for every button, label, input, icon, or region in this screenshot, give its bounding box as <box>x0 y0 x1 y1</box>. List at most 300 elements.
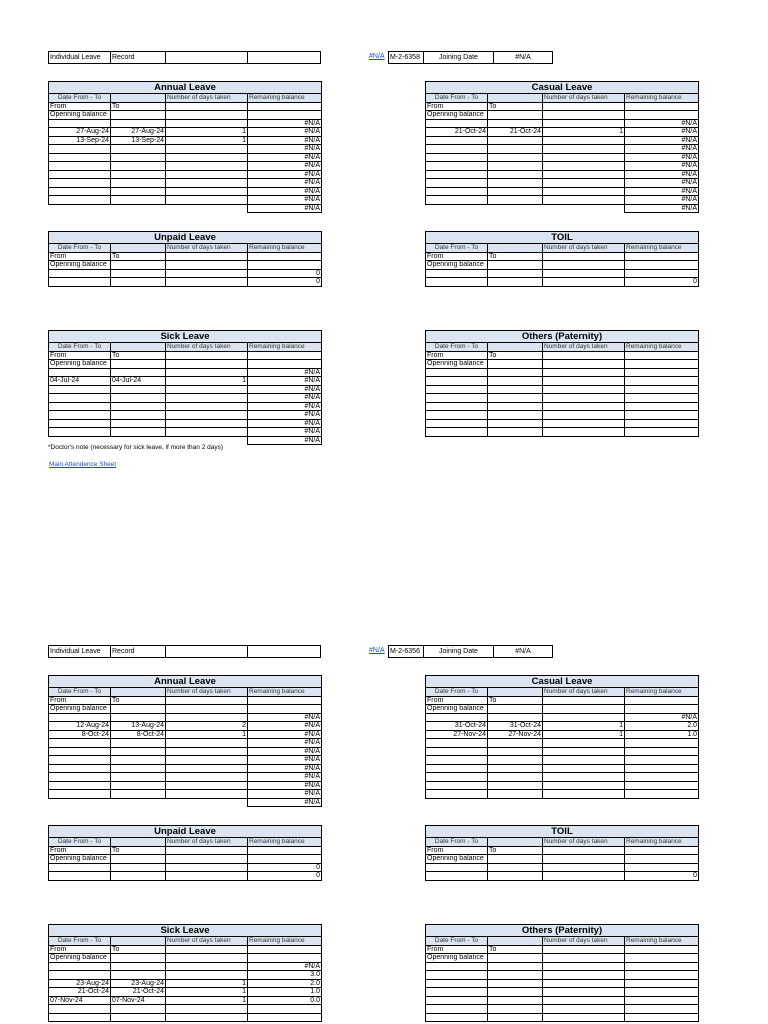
cell <box>543 945 625 954</box>
remaining-balance-cell: #N/A <box>248 713 322 722</box>
date-from-cell <box>426 119 488 128</box>
table-row <box>426 988 699 997</box>
date-from-cell <box>49 747 111 756</box>
cell <box>625 261 699 270</box>
remaining-balance-cell: #N/A <box>248 962 322 971</box>
date-to-cell <box>488 872 543 881</box>
date-from-cell <box>426 1013 488 1022</box>
remaining-balance-cell: #N/A <box>248 162 322 171</box>
days-taken-cell <box>166 278 248 287</box>
remaining-balance-cell: #N/A <box>248 722 322 731</box>
table-row <box>426 781 699 790</box>
date-from-to-header: Date From - To <box>426 688 488 697</box>
remaining-balance-cell: #N/A <box>625 128 699 137</box>
sick-leave-title-row <box>49 331 322 343</box>
date-to-cell <box>488 402 543 411</box>
table-row <box>426 756 699 765</box>
opening-balance-row <box>426 705 699 714</box>
table-row <box>426 872 699 881</box>
joining-date-value: #N/A <box>493 51 553 64</box>
header-cell <box>165 645 248 658</box>
table-row <box>426 394 699 403</box>
days-taken-cell <box>166 385 248 394</box>
date-from-cell <box>426 988 488 997</box>
days-taken-cell <box>166 179 248 188</box>
days-taken-cell <box>166 162 248 171</box>
date-to-cell: 13-Aug-24 <box>111 722 166 731</box>
days-taken-header: Number of days taken <box>166 838 248 847</box>
remaining-balance-cell <box>625 385 699 394</box>
table-row <box>49 394 322 403</box>
date-to-cell <box>111 394 166 403</box>
date-from-cell <box>49 872 111 881</box>
main-attendance-link[interactable]: Main Attendence Sheet <box>49 461 117 468</box>
remaining-balance-cell: #N/A <box>625 153 699 162</box>
casual-leave-table <box>425 675 699 799</box>
date-from-cell: 21-Oct-24 <box>49 988 111 997</box>
date-from-cell: 12-Aug-24 <box>49 722 111 731</box>
annual-leave-table <box>48 81 322 213</box>
date-to-cell <box>111 713 166 722</box>
date-from-cell <box>426 402 488 411</box>
column-header-row <box>426 937 699 946</box>
date-from-to-header: Date From - To <box>49 688 111 697</box>
remaining-balance-cell <box>625 411 699 420</box>
remaining-balance-cell: #N/A <box>625 187 699 196</box>
to-label: To <box>111 102 166 111</box>
remaining-balance-header: Remaining balance <box>625 937 699 946</box>
blank-cell <box>426 204 488 213</box>
to-label: To <box>111 846 166 855</box>
blank-header <box>488 244 543 253</box>
remaining-balance-cell <box>625 781 699 790</box>
days-taken-cell <box>166 747 248 756</box>
opening-balance-label: Openning balance <box>426 111 488 120</box>
final-balance-cell: #N/A <box>248 204 322 213</box>
from-label: From <box>49 846 111 855</box>
days-taken-cell <box>166 119 248 128</box>
remaining-balance-cell: #N/A <box>248 402 322 411</box>
date-to-cell <box>111 971 166 980</box>
record-header <box>48 51 321 64</box>
date-from-cell <box>49 269 111 278</box>
to-label: To <box>488 351 543 360</box>
column-header-row <box>49 244 322 253</box>
date-to-cell <box>111 863 166 872</box>
opening-balance-label: Openning balance <box>426 855 488 864</box>
blank-cell <box>111 204 166 213</box>
date-to-cell <box>111 162 166 171</box>
date-from-cell <box>49 145 111 154</box>
casual-leave-title: Casual Leave <box>426 676 699 688</box>
remaining-balance-cell: 2.0 <box>625 722 699 731</box>
remaining-balance-cell: #N/A <box>248 428 322 437</box>
date-from-cell: 31-Oct-24 <box>426 722 488 731</box>
days-taken-cell <box>166 781 248 790</box>
date-from-cell <box>49 368 111 377</box>
days-taken-cell <box>166 962 248 971</box>
days-taken-cell <box>543 962 625 971</box>
days-taken-header: Number of days taken <box>543 937 625 946</box>
table-row <box>426 739 699 748</box>
remaining-balance-cell: 0 <box>248 278 322 287</box>
remaining-balance-cell: #N/A <box>248 179 322 188</box>
date-to-cell <box>488 269 543 278</box>
remaining-balance-header: Remaining balance <box>625 688 699 697</box>
opening-balance-label: Openning balance <box>49 855 111 864</box>
date-to-cell <box>111 385 166 394</box>
days-taken-header: Number of days taken <box>543 343 625 352</box>
cell <box>111 360 166 369</box>
date-to-cell <box>488 428 543 437</box>
date-from-cell <box>49 394 111 403</box>
date-to-cell <box>111 145 166 154</box>
date-from-cell <box>426 979 488 988</box>
table-row <box>426 730 699 739</box>
date-from-cell: 27-Nov-24 <box>426 730 488 739</box>
table-row <box>49 773 322 782</box>
table-row <box>426 713 699 722</box>
days-taken-header: Number of days taken <box>166 937 248 946</box>
date-from-cell <box>426 377 488 386</box>
table-row <box>49 730 322 739</box>
column-header-row <box>49 94 322 103</box>
remaining-balance-cell: #N/A <box>248 419 322 428</box>
from-label: From <box>426 696 488 705</box>
sick-leave-table <box>48 924 322 1022</box>
doctor-note: *Doctor's note (necessary for sick leave, if more than 2 days) <box>48 444 224 451</box>
table-row <box>426 162 699 171</box>
days-taken-cell: 1 <box>166 979 248 988</box>
opening-balance-label: Openning balance <box>49 360 111 369</box>
days-taken-cell <box>543 145 625 154</box>
days-taken-cell <box>543 377 625 386</box>
cell <box>543 954 625 963</box>
days-taken-header: Number of days taken <box>166 244 248 253</box>
employee-header <box>368 51 553 64</box>
blank-header <box>111 937 166 946</box>
date-to-cell <box>111 962 166 971</box>
to-label: To <box>488 945 543 954</box>
date-from-cell <box>426 419 488 428</box>
remaining-balance-cell: #N/A <box>625 713 699 722</box>
date-from-cell <box>49 153 111 162</box>
remaining-balance-cell: 0.0 <box>248 996 322 1005</box>
date-from-cell <box>49 756 111 765</box>
blank-header <box>111 343 166 352</box>
date-to-cell <box>111 756 166 765</box>
remaining-balance-cell: #N/A <box>248 739 322 748</box>
table-row <box>426 1005 699 1014</box>
remaining-balance-cell <box>625 368 699 377</box>
table-row <box>49 411 322 420</box>
date-to-cell <box>111 179 166 188</box>
date-from-cell <box>49 196 111 205</box>
blank-header <box>111 838 166 847</box>
date-from-cell: 07-Nov-24 <box>49 996 111 1005</box>
remaining-balance-cell: #N/A <box>248 119 322 128</box>
days-taken-cell <box>166 872 248 881</box>
date-from-cell <box>49 962 111 971</box>
table-row <box>49 196 322 205</box>
days-taken-header: Number of days taken <box>543 838 625 847</box>
to-label: To <box>111 351 166 360</box>
opening-balance-label: Openning balance <box>426 261 488 270</box>
remaining-balance-cell: #N/A <box>248 764 322 773</box>
remaining-balance-cell <box>625 962 699 971</box>
date-to-cell: 04-Jul-24 <box>111 377 166 386</box>
days-taken-cell <box>543 764 625 773</box>
days-taken-cell <box>166 269 248 278</box>
date-from-cell <box>426 756 488 765</box>
date-to-cell <box>111 368 166 377</box>
date-from-cell <box>426 747 488 756</box>
table-row <box>426 170 699 179</box>
table-row <box>426 385 699 394</box>
table-row <box>426 411 699 420</box>
remaining-balance-cell <box>625 979 699 988</box>
table-row <box>426 278 699 287</box>
table-row <box>49 863 322 872</box>
date-from-cell <box>49 781 111 790</box>
cell <box>488 855 543 864</box>
table-row <box>49 145 322 154</box>
remaining-balance-cell: #N/A <box>625 170 699 179</box>
record-header <box>48 645 321 658</box>
date-to-cell <box>111 269 166 278</box>
opening-balance-label: Openning balance <box>49 261 111 270</box>
date-to-cell <box>488 153 543 162</box>
date-to-cell <box>488 781 543 790</box>
cell <box>166 351 248 360</box>
days-taken-header: Number of days taken <box>166 688 248 697</box>
record-label: Individual Leave <box>48 51 111 64</box>
column-header-row <box>49 343 322 352</box>
days-taken-cell <box>543 713 625 722</box>
remaining-balance-cell: 0 <box>248 863 322 872</box>
remaining-balance-cell: #N/A <box>248 730 322 739</box>
cell <box>625 945 699 954</box>
cell <box>488 954 543 963</box>
from-to-row <box>49 945 322 954</box>
from-label: From <box>426 102 488 111</box>
days-taken-cell: 1 <box>166 128 248 137</box>
others-paternity-title: Others (Paternity) <box>426 331 699 343</box>
date-from-to-header: Date From - To <box>49 94 111 103</box>
table-row <box>426 119 699 128</box>
table-row <box>49 747 322 756</box>
cell <box>166 855 248 864</box>
remaining-balance-cell: 1.0 <box>625 730 699 739</box>
table-row <box>49 170 322 179</box>
blank-cell <box>111 798 166 807</box>
date-to-cell <box>488 187 543 196</box>
date-to-cell <box>111 739 166 748</box>
date-from-to-header: Date From - To <box>426 244 488 253</box>
opening-balance-row <box>426 111 699 120</box>
from-label: From <box>49 351 111 360</box>
table-row <box>426 196 699 205</box>
from-to-row <box>426 252 699 261</box>
date-from-cell <box>426 411 488 420</box>
days-taken-cell <box>166 756 248 765</box>
date-to-cell: 27-Aug-24 <box>111 128 166 137</box>
date-to-cell <box>488 756 543 765</box>
remaining-balance-cell <box>625 764 699 773</box>
cell <box>625 696 699 705</box>
date-from-cell: 23-Aug-24 <box>49 979 111 988</box>
table-row <box>49 1005 322 1014</box>
na-link[interactable]: #N/A <box>369 647 385 654</box>
date-to-cell <box>488 196 543 205</box>
date-to-cell <box>488 773 543 782</box>
final-balance-cell: #N/A <box>625 204 699 213</box>
cell <box>111 855 166 864</box>
date-from-cell: 8-Oct-24 <box>49 730 111 739</box>
days-taken-cell <box>166 145 248 154</box>
date-to-cell <box>111 872 166 881</box>
date-from-cell <box>426 269 488 278</box>
cell <box>111 954 166 963</box>
table-row <box>426 962 699 971</box>
days-taken-cell <box>166 419 248 428</box>
blank-header <box>488 94 543 103</box>
date-to-cell <box>488 979 543 988</box>
to-label: To <box>111 252 166 261</box>
others-paternity-title: Others (Paternity) <box>426 925 699 937</box>
days-taken-cell <box>166 764 248 773</box>
date-from-to-header: Date From - To <box>426 94 488 103</box>
date-from-cell <box>426 863 488 872</box>
to-label: To <box>111 696 166 705</box>
table-row <box>49 278 322 287</box>
blank-cell <box>488 204 543 213</box>
days-taken-header: Number of days taken <box>543 94 625 103</box>
opening-balance-label: Openning balance <box>426 705 488 714</box>
remaining-balance-cell: #N/A <box>248 377 322 386</box>
days-taken-cell <box>543 747 625 756</box>
date-from-cell <box>426 136 488 145</box>
remaining-balance-cell <box>625 1005 699 1014</box>
days-taken-cell: 1 <box>166 377 248 386</box>
remaining-balance-cell: 1.0 <box>248 988 322 997</box>
date-to-cell <box>488 419 543 428</box>
date-from-cell <box>49 790 111 799</box>
date-from-cell <box>426 713 488 722</box>
date-from-cell <box>426 781 488 790</box>
toil-title: TOIL <box>426 826 699 838</box>
cell <box>488 261 543 270</box>
remaining-balance-cell: #N/A <box>248 128 322 137</box>
date-to-cell <box>488 278 543 287</box>
days-taken-cell <box>543 187 625 196</box>
blank-header <box>488 937 543 946</box>
column-header-row <box>49 688 322 697</box>
date-to-cell <box>111 119 166 128</box>
cell <box>543 252 625 261</box>
from-to-row <box>49 351 322 360</box>
date-to-cell <box>488 988 543 997</box>
date-to-cell <box>111 790 166 799</box>
table-row <box>426 153 699 162</box>
table-row <box>426 187 699 196</box>
date-from-cell <box>426 170 488 179</box>
date-to-cell <box>488 145 543 154</box>
remaining-balance-cell <box>625 739 699 748</box>
days-taken-cell <box>166 411 248 420</box>
to-label: To <box>488 846 543 855</box>
table-row <box>426 428 699 437</box>
date-from-cell <box>49 402 111 411</box>
date-from-to-header: Date From - To <box>426 937 488 946</box>
remaining-balance-cell: #N/A <box>625 136 699 145</box>
date-from-cell <box>49 764 111 773</box>
date-to-cell <box>111 196 166 205</box>
date-to-cell <box>111 1005 166 1014</box>
final-balance-row <box>49 798 322 807</box>
days-taken-cell <box>166 1005 248 1014</box>
table-row <box>49 781 322 790</box>
cell <box>248 252 322 261</box>
date-to-cell: 23-Aug-24 <box>111 979 166 988</box>
table-row <box>49 128 322 137</box>
days-taken-cell <box>543 756 625 765</box>
cell <box>248 846 322 855</box>
column-header-row <box>426 94 699 103</box>
table-row <box>49 269 322 278</box>
casual-leave-title-row <box>426 676 699 688</box>
header-cell <box>247 645 321 658</box>
cell <box>111 111 166 120</box>
date-to-cell <box>111 428 166 437</box>
days-taken-cell <box>543 162 625 171</box>
cell <box>625 705 699 714</box>
remaining-balance-cell: #N/A <box>248 781 322 790</box>
date-from-cell <box>426 428 488 437</box>
from-to-row <box>426 351 699 360</box>
days-taken-cell <box>166 428 248 437</box>
date-from-cell <box>426 179 488 188</box>
days-taken-cell <box>166 170 248 179</box>
opening-balance-row <box>49 261 322 270</box>
remaining-balance-cell: #N/A <box>248 170 322 179</box>
days-taken-cell <box>543 278 625 287</box>
remaining-balance-cell: #N/A <box>625 145 699 154</box>
days-taken-cell: 1 <box>166 996 248 1005</box>
from-label: From <box>426 252 488 261</box>
days-taken-cell <box>543 411 625 420</box>
na-link[interactable]: #N/A <box>369 53 385 60</box>
unpaid-leave-table <box>48 825 322 881</box>
blank-cell <box>166 204 248 213</box>
from-to-row <box>49 252 322 261</box>
remaining-balance-cell: #N/A <box>248 411 322 420</box>
date-from-cell <box>49 385 111 394</box>
record-label-cont: Record <box>110 645 166 658</box>
table-row <box>426 764 699 773</box>
date-to-cell <box>111 402 166 411</box>
date-from-cell: 27-Aug-24 <box>49 128 111 137</box>
opening-balance-row <box>426 261 699 270</box>
from-label: From <box>426 846 488 855</box>
date-from-cell <box>49 419 111 428</box>
from-label: From <box>49 696 111 705</box>
remaining-balance-cell <box>625 971 699 980</box>
unpaid-leave-title: Unpaid Leave <box>49 232 322 244</box>
toil-title: TOIL <box>426 232 699 244</box>
from-to-row <box>49 102 322 111</box>
date-from-cell: 13-Sep-24 <box>49 136 111 145</box>
